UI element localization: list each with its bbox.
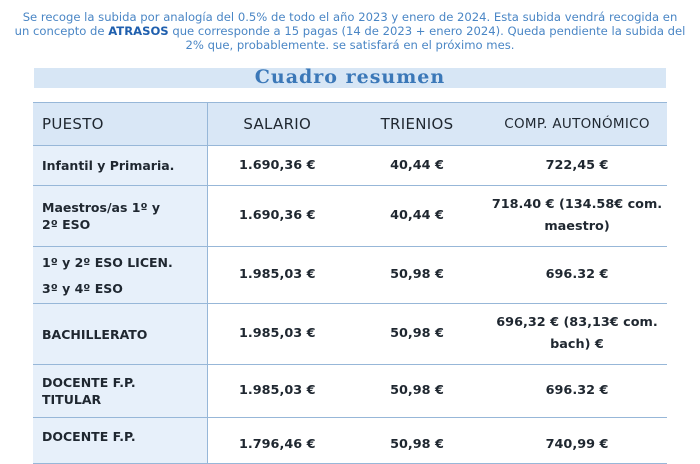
intro-text-end: que corresponde a 15 pagas (14 de 2023 + enero 2024). Queda pendiente la subida del 2% que, probablemente. se satisfará en el próximo mes.	[168, 24, 686, 52]
table-row	[33, 247, 667, 304]
cell-trienios: 50,98 €	[347, 247, 487, 304]
cell-puesto: Maestros/as 1º y 2º ESO	[33, 186, 207, 247]
header-salario: SALARIO	[207, 103, 347, 146]
cell-puesto-line1: 1º y 2º ESO LICEN.	[42, 254, 173, 270]
cell-salario: 1.690,36 €	[207, 146, 347, 186]
cell-salario: 1.985,03 €	[207, 304, 347, 365]
cell-comp: 722,45 €	[487, 146, 667, 186]
cell-puesto: BACHILLERATO	[33, 304, 207, 365]
cell-trienios: 40,44 €	[347, 146, 487, 186]
intro-highlight-atrasos: ATRASOS	[108, 24, 169, 38]
header-comp-autonomico: COMP. AUTONÓMICO	[487, 103, 667, 146]
header-trienios: TRIENIOS	[347, 103, 487, 146]
intro-paragraph	[14, 10, 686, 52]
table-row	[33, 365, 667, 418]
summary-table	[33, 102, 667, 464]
cell-trienios: 50,98 €	[347, 365, 487, 418]
table-row	[33, 146, 667, 186]
cell-comp: 696.32 €	[487, 247, 667, 304]
cell-salario: 1.985,03 €	[207, 365, 347, 418]
cell-comp: 718.40 € (134.58€ com. maestro)	[487, 186, 667, 247]
cell-puesto: DOCENTE F.P.	[33, 418, 207, 464]
cell-salario: 1.796,46 €	[207, 418, 347, 464]
cell-puesto	[33, 247, 207, 304]
cell-comp: 696,32 € (83,13€ com. bach) €	[487, 304, 667, 365]
summary-title: Cuadro resumen	[254, 66, 446, 88]
cell-trienios: 50,98 €	[347, 304, 487, 365]
cell-puesto: Infantil y Primaria.	[33, 146, 207, 186]
cell-puesto-line2: 3º y 4º ESO	[42, 280, 123, 296]
cell-comp: 696.32 €	[487, 365, 667, 418]
cell-trienios: 40,44 €	[347, 186, 487, 247]
cell-puesto: DOCENTE F.P. TITULAR	[33, 365, 207, 418]
intro-text-start: Se recoge la subida por analogía del 0.5% de todo el año 2023 y enero de 2024. Esta subida vendrá recogida en un concepto de	[14, 10, 678, 38]
cell-trienios: 50,98 €	[347, 418, 487, 464]
header-puesto: PUESTO	[33, 103, 207, 146]
table-row	[33, 304, 667, 365]
table-header-row	[33, 103, 667, 146]
cell-comp: 740,99 €	[487, 418, 667, 464]
cell-salario: 1.985,03 €	[207, 247, 347, 304]
table-row	[33, 186, 667, 247]
cell-salario: 1.690,36 €	[207, 186, 347, 247]
